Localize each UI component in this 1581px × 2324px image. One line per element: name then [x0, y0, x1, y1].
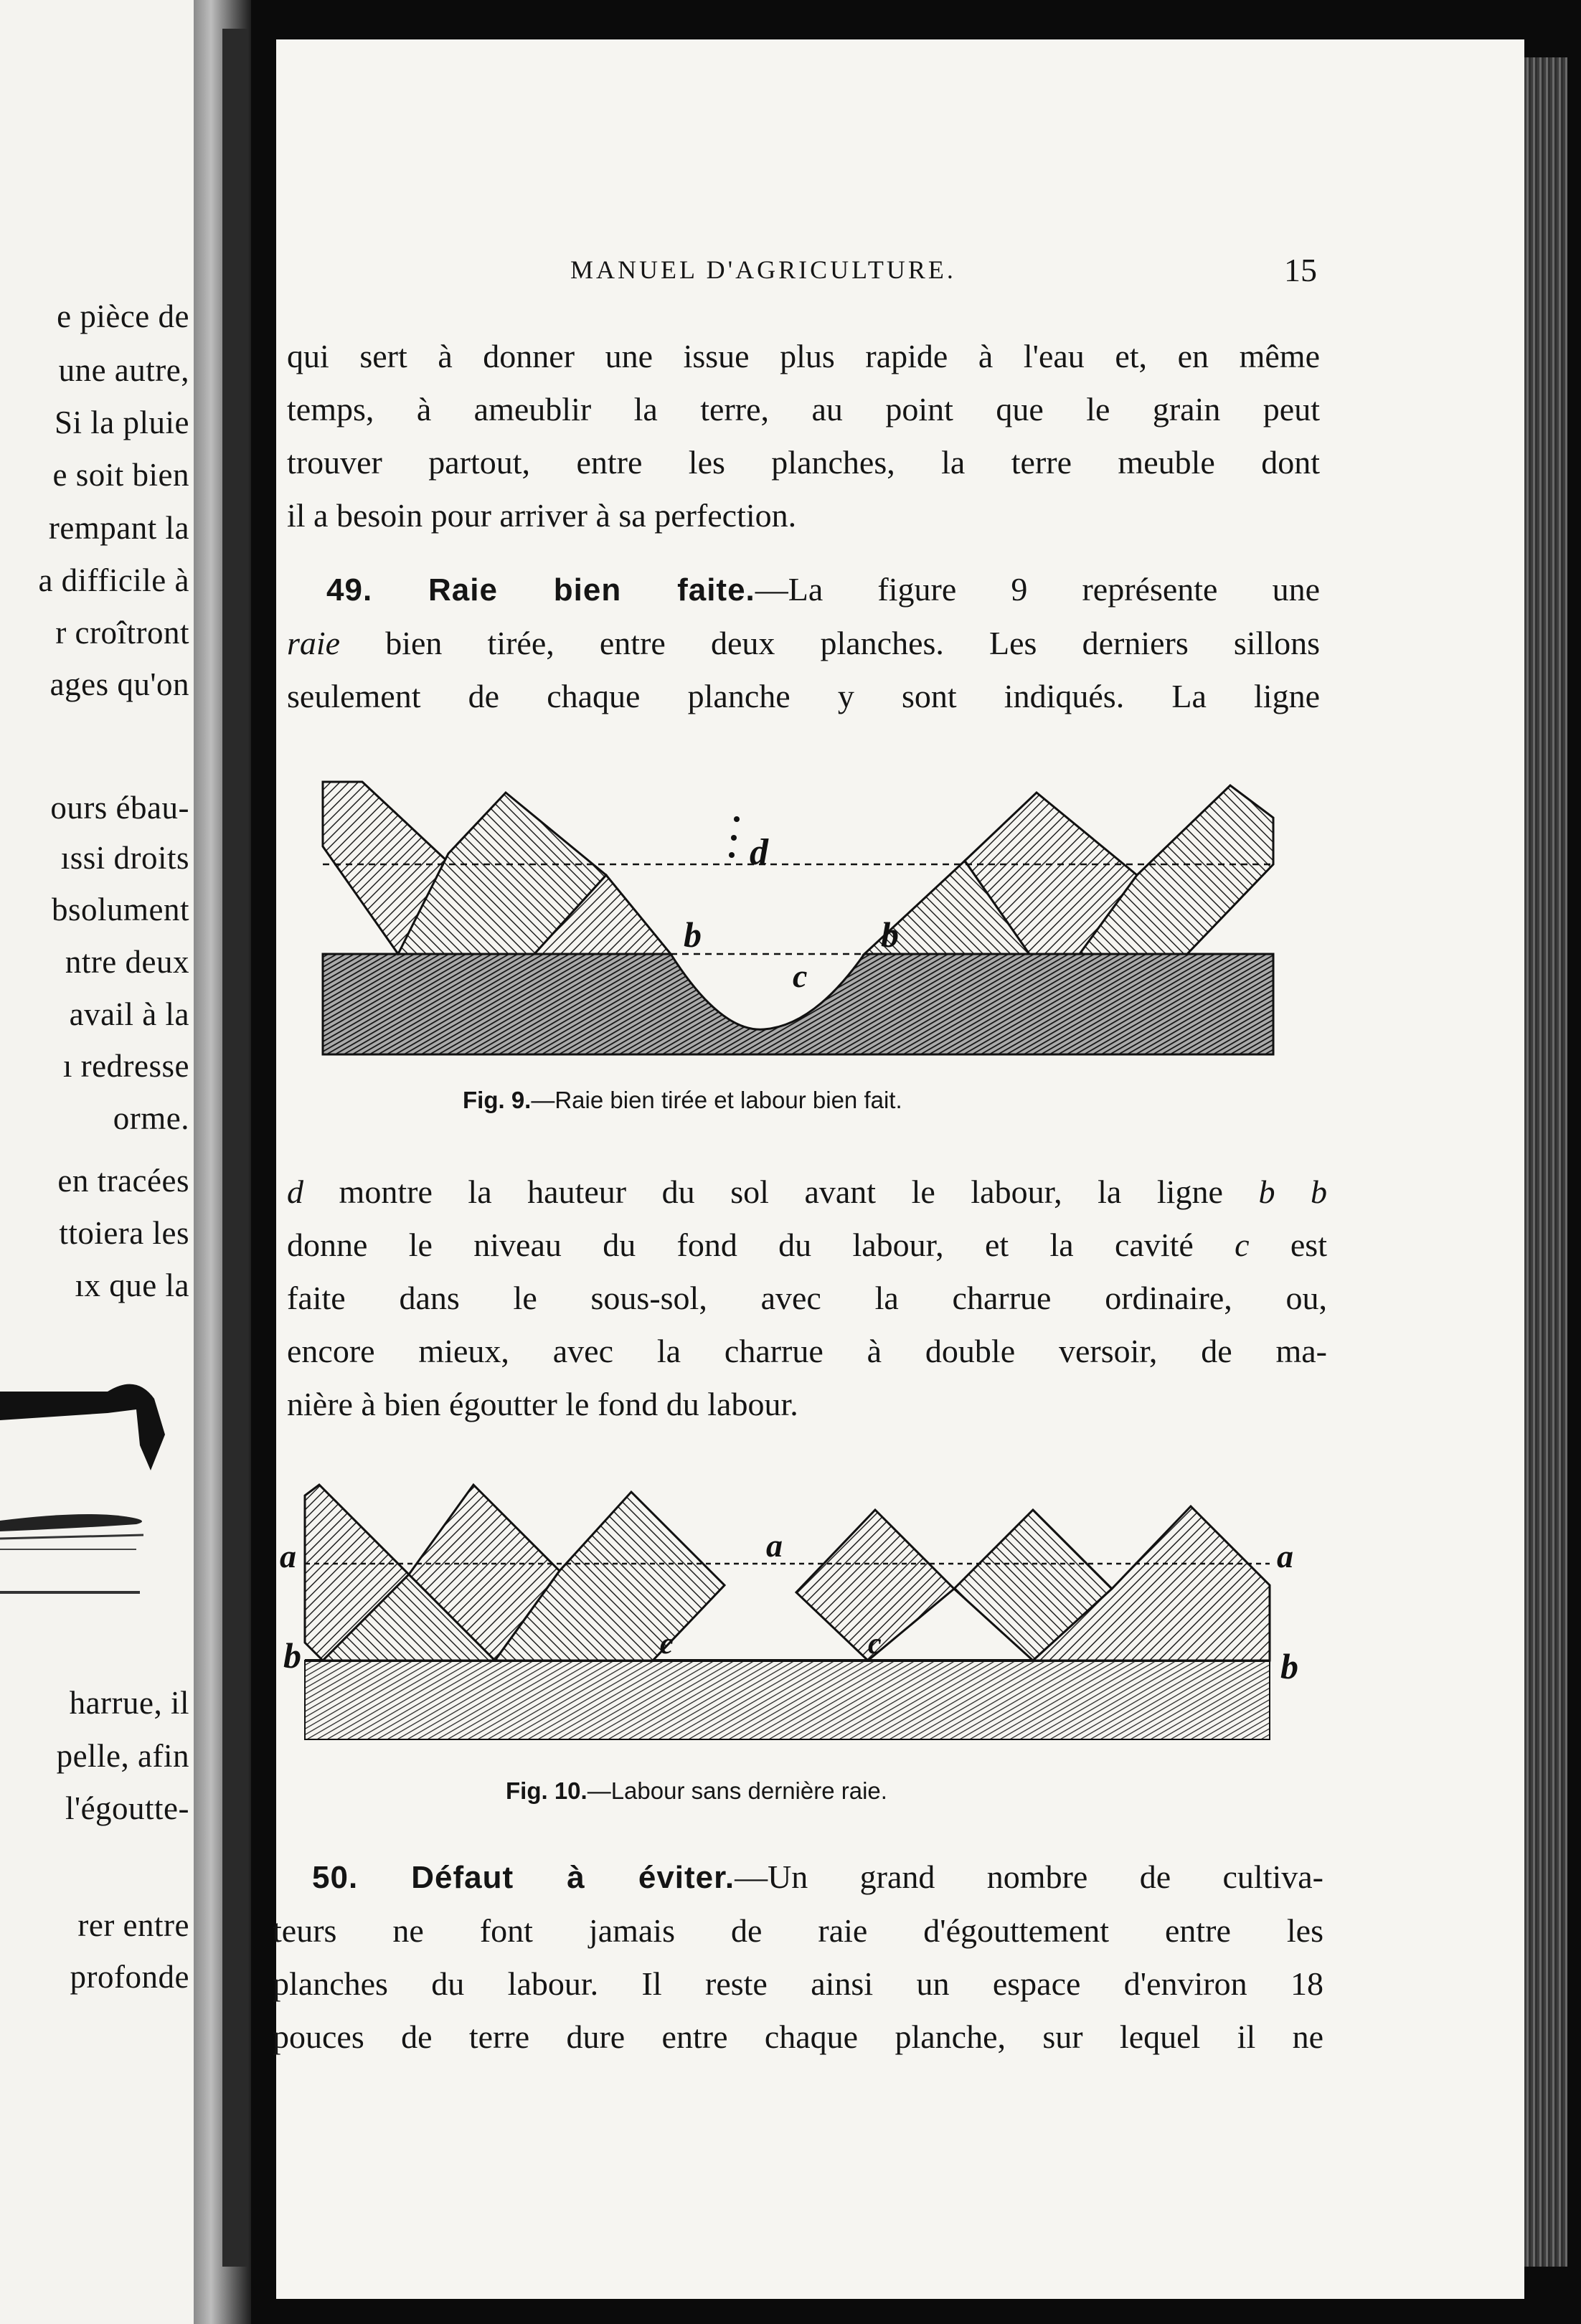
- left-page-line: ttoiera les: [59, 1215, 189, 1251]
- left-page-line: ntre deux: [65, 944, 189, 980]
- gutter-shadow: [222, 29, 247, 2267]
- left-page-line: l'égoutte-: [65, 1790, 189, 1826]
- text-line: trouver partout, entre les planches, la terre meuble dont: [287, 444, 1320, 481]
- figure-10: [280, 1470, 1298, 1757]
- text-line: teurs ne font jamais de raie d'égouttement entre les: [273, 1912, 1323, 1949]
- subsoil: [305, 1661, 1270, 1739]
- text-fragment: est: [1249, 1227, 1327, 1263]
- label-b1: b: [684, 915, 702, 955]
- figure-9-explanation: [287, 1166, 1327, 1431]
- page-edges: [1524, 57, 1567, 2267]
- figure-9-number: Fig. 9.: [463, 1087, 532, 1113]
- figure-10-caption: [506, 1777, 887, 1805]
- figure-10-title: —Labour sans dernière raie.: [587, 1777, 887, 1804]
- previous-page-fragment: [0, 0, 194, 2324]
- intro-paragraph: [287, 330, 1320, 542]
- term-raie: raie: [287, 625, 341, 661]
- left-page-line: pelle, afin: [56, 1738, 189, 1774]
- left-page-line: rempant la: [48, 510, 189, 546]
- text-fragment: —Un grand nombre de cultiva-: [735, 1858, 1323, 1895]
- term-d: d: [287, 1173, 303, 1210]
- label-b2: b: [881, 915, 899, 955]
- left-page-line: bsolument: [52, 892, 189, 927]
- left-page-line: ages qu'on: [49, 666, 189, 702]
- text-line: [287, 1219, 1327, 1272]
- left-page-line: ı redresse: [62, 1048, 189, 1084]
- label-a-left: a: [280, 1538, 296, 1574]
- left-page-line: a difficile à: [38, 562, 189, 598]
- label-b-right: b: [1280, 1646, 1298, 1686]
- left-page-line: orme.: [113, 1100, 189, 1136]
- label-d: d: [750, 832, 768, 873]
- left-page-line: une autre,: [58, 352, 189, 388]
- text-line: planches du labour. Il reste ainsi un espace d'environ 18: [273, 1965, 1323, 2002]
- label-b-left: b: [283, 1635, 301, 1676]
- section-50: [273, 1851, 1323, 2064]
- left-page-line: e pièce de: [57, 298, 189, 334]
- label-c-right: c: [868, 1628, 882, 1661]
- text-line: [287, 1166, 1327, 1219]
- label-c-left: c: [660, 1628, 674, 1661]
- label-a-mid: a: [766, 1527, 783, 1564]
- text-fragment: donne le niveau du fond du labour, et la cavité: [287, 1227, 1235, 1263]
- label-c: c: [793, 958, 808, 994]
- left-page-line: ıssi droits: [60, 840, 189, 876]
- section-49: [287, 563, 1320, 723]
- text-fragment: montre la hauteur du sol avant le labour, la ligne: [303, 1173, 1259, 1210]
- section-49-heading: 49. Raie bien faite.: [326, 572, 755, 608]
- text-fragment: bien tirée, entre deux planches. Les derniers sillons: [340, 625, 1320, 661]
- text-line: qui sert à donner une issue plus rapide à l'eau et, en même: [287, 338, 1320, 374]
- left-page-line: rer entre: [77, 1907, 189, 1943]
- term-bb: b b: [1258, 1173, 1327, 1210]
- figure-9-caption: [463, 1087, 902, 1114]
- text-line: pouces de terre dure entre chaque planche, sur lequel il ne: [273, 2018, 1323, 2055]
- text-line: [287, 617, 1320, 670]
- text-line: il a besoin pour arriver à sa perfection.: [287, 497, 797, 534]
- running-header: MANUEL D'AGRICULTURE.: [570, 255, 956, 284]
- left-page-line: en tracées: [57, 1163, 189, 1199]
- left-page-line: ours ébau-: [50, 790, 189, 826]
- text-line: nière à bien égoutter le fond du labour.: [287, 1386, 798, 1422]
- left-page-figure-fragment: [0, 1377, 194, 1621]
- section-50-first-line: [273, 1851, 1323, 1904]
- figure-9-title: —Raie bien tirée et labour bien fait.: [531, 1087, 902, 1113]
- left-page-line: ıx que la: [75, 1267, 189, 1303]
- left-page-line: Si la pluie: [55, 405, 189, 440]
- left-page-line: avail à la: [69, 996, 189, 1032]
- text-line: temps, à ameublir la terre, au point que le grain peut: [287, 391, 1320, 428]
- label-a-right: a: [1277, 1538, 1293, 1574]
- figure-9: [319, 775, 1280, 1062]
- left-page-line: harrue, il: [69, 1685, 189, 1721]
- page-number: 15: [1284, 252, 1317, 288]
- left-page-line: r croîtront: [55, 615, 189, 651]
- text-line: encore mieux, avec la charrue à double versoir, de ma-: [287, 1333, 1327, 1369]
- text-line: seulement de chaque planche y sont indiqués. La ligne: [287, 678, 1320, 714]
- left-page-line: e soit bien: [52, 457, 189, 493]
- section-50-heading: 50. Défaut à éviter.: [312, 1860, 735, 1895]
- term-c: c: [1235, 1227, 1250, 1263]
- figure-10-number: Fig. 10.: [506, 1777, 587, 1804]
- text-line: faite dans le sous-sol, avec la charrue ordinaire, ou,: [287, 1280, 1327, 1316]
- section-49-first-line: [287, 563, 1320, 617]
- text-fragment: —La figure 9 représente une: [755, 571, 1320, 608]
- left-page-line: profonde: [70, 1959, 189, 1995]
